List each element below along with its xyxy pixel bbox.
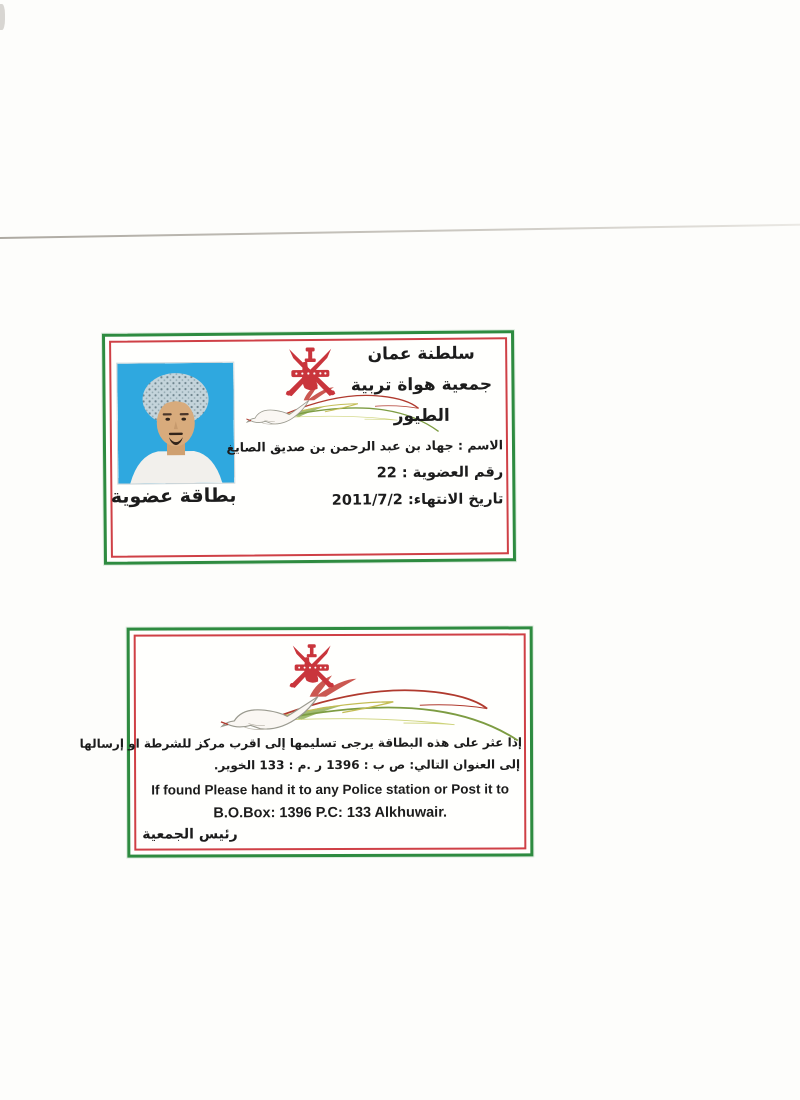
membership-number-field: رقم العضوية : 22 [376,464,504,482]
return-instructions-arabic-line2: إلى العنوان التالي: ص ب : 1396 ر .م : 133 الخوير. [213,757,521,773]
header-country: سلطنة عمان [367,343,475,365]
member-photo [117,363,234,484]
oman-emblem-icon [285,642,339,694]
membership-card-front [102,330,516,565]
header-birds: الطيور [393,405,450,427]
return-instructions-arabic-line1: إذا عثر على هذه البطاقة يرجى تسليمها إلى اقرب مركز للشرطة او إرسالها [79,735,523,751]
portrait-illustration [117,363,234,484]
expiry-date-field: تاريخ الانتهاء: 2011/7/2 [331,491,504,509]
association-president-signature-label: رئيس الجمعية [142,826,238,843]
association-header [336,338,507,432]
header-association: جمعية هواة تربية [350,374,493,396]
membership-card-back [79,626,534,857]
member-name-field: الاسم : جهاد بن عبد الرحمن بن صديق الصايغ [226,437,504,455]
oman-emblem-icon [279,346,341,403]
scan-fold-line [0,224,800,239]
return-instructions-english-line1: If found Please hand it to any Police station or Post it to [151,781,510,798]
scan-corner-smudge [0,4,5,30]
card-type-label: بطاقة عضوية [110,484,237,508]
return-address-english-line2: B.O.Box: 1396 P.C: 133 Alkhuwair. [213,804,448,822]
